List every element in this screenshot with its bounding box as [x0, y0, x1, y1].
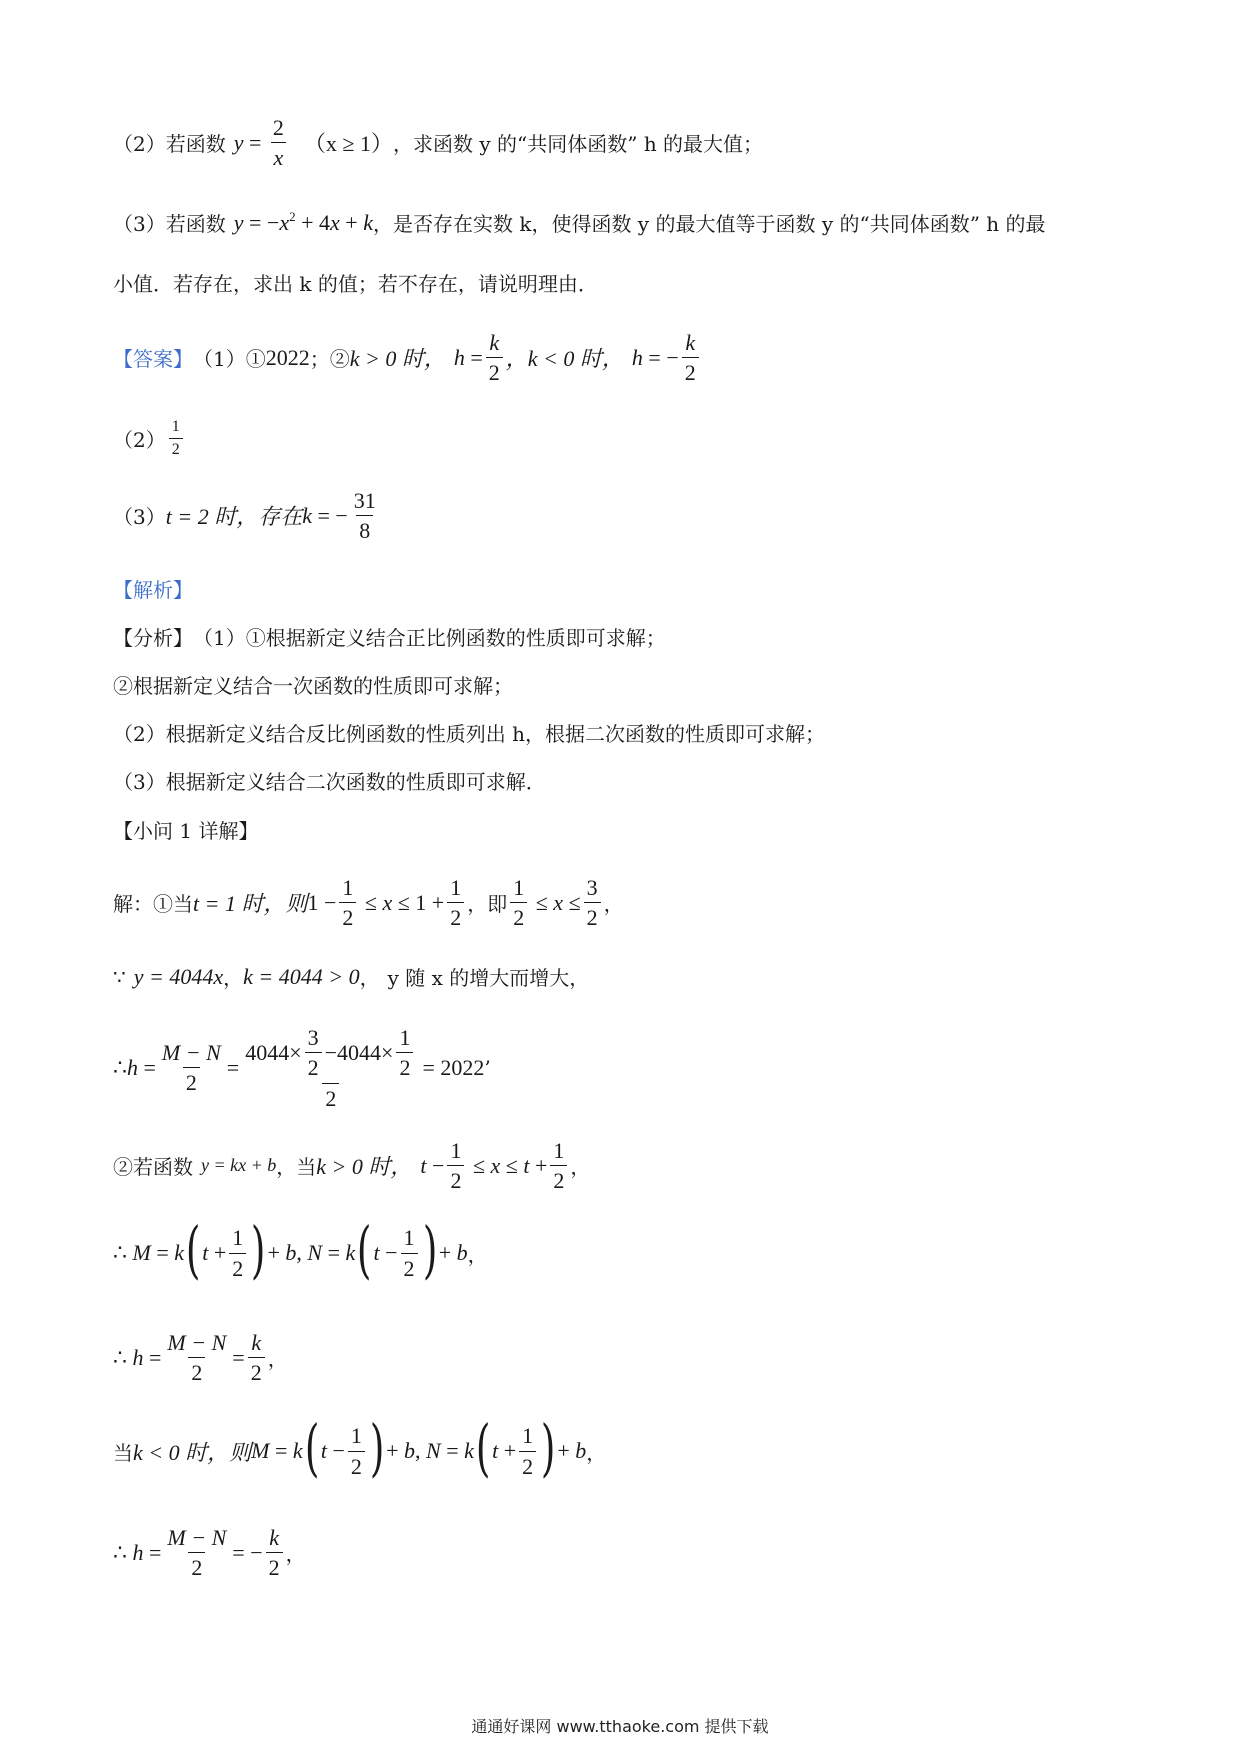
q3-suffix: ，是否存在实数 k，使得函数 y 的最大值等于函数 y 的“共同体函数” h 的最 — [372, 212, 1046, 236]
fenxi-line-4: （3）根据新定义结合二次函数的性质即可求解． — [113, 770, 546, 794]
fraction-k-over-2: $\frac{k}{2}$ — [486, 330, 503, 386]
solution-line-8: ∴ h = $\frac{M - N}{2}$ = − $\frac{k}{2}$ ， — [113, 1525, 306, 1581]
answer-line-1: 【答案】 （1）① 2022 ；② k > 0 时， h = $\frac{k}{2}$ ，k < 0 时， h = − $\frac{k}{2}$ — [113, 330, 702, 386]
fraction-one-half: $\frac{1}{2}$ — [169, 418, 183, 460]
solution-line-4: ②若函数 y = kx + b ，当 k > 0 时， t − $\frac{1}{2}$ ≤ x ≤ t + $\frac{1}{2}$ ， — [113, 1138, 591, 1194]
fenxi-line-1: 【分析】 （1）①根据新定义结合正比例函数的性质即可求解； — [113, 626, 666, 650]
question-3 — [113, 208, 1046, 237]
fenxi-line-2: ②根据新定义结合一次函数的性质即可求解； — [113, 674, 513, 698]
q2-condition: （x ≥ 1） — [303, 131, 393, 157]
solution-line-3: ∴ h = $\frac{M - N}{2}$ = 4044× $\frac{3}{2}$ −4044× $\frac{1}{2}$ 2 = 2022 ’ — [113, 1025, 491, 1111]
solution-line-6: ∴ h = $\frac{M - N}{2}$ = $\frac{k}{2}$ ， — [113, 1330, 288, 1386]
analysis-label: 【解析】 — [113, 578, 193, 602]
answer-line-3: （3） t = 2 时，存在 k = − $\frac{31}{8}$ — [113, 488, 382, 544]
answer-line-2: （2） $\frac{1}{2}$ — [113, 418, 186, 460]
fenxi-line-3: （2）根据新定义结合反比例函数的性质列出 h，根据二次函数的性质即可求解； — [113, 722, 825, 746]
fraction-2-over-x: $\frac{2}{x}$ — [270, 115, 287, 171]
page-footer: 通通好课网 www.tthaoke.com 提供下载 — [471, 1717, 769, 1736]
q3-function: $y = -x^2 + 4x + k$ — [233, 208, 373, 235]
fraction-31-over-8: $\frac{31}{8}$ — [353, 488, 376, 544]
solution-line-5: ∴ M = k ( t + $\frac{1}{2}$ ) + b, N = k ( t − $\frac{1}{2}$ ) + b ， — [113, 1213, 488, 1286]
solution-line-1: 解：①当 t = 1 时，则 1 − $\frac{1}{2}$ ≤ x ≤ 1 + $\frac{1}{2}$ ，即 $\frac{1}{2}$ ≤ x ≤ $\frac{3}{2}$ ， — [113, 875, 624, 931]
answer-label: 【答案】 — [113, 347, 193, 372]
q3-prefix: （3）若函数 — [113, 212, 226, 236]
q2-prefix: （2）若函数 — [113, 132, 226, 157]
q2-suffix: ，求函数 y 的“共同体函数” h 的最大值； — [393, 132, 764, 157]
fraction-neg-k-over-2: $\frac{k}{2}$ — [682, 330, 699, 386]
question-2: （2）若函数 y = $\frac{2}{x}$ （x ≥ 1） ，求函数 y 的“共同体函数” h 的最大值； — [113, 115, 764, 171]
solution-line-7: 当 k < 0 时，则 M = k ( t − $\frac{1}{2}$ ) + b, N = k ( t + $\frac{1}{2}$ ) + b ， — [113, 1411, 607, 1484]
question-3-line2: 小值．若存在，求出 k 的值；若不存在，请说明理由． — [113, 272, 598, 296]
big-fraction: 4044× $\frac{3}{2}$ −4044× $\frac{1}{2}$ 2 — [242, 1025, 419, 1111]
solution-line-2: ∵ y = 4044x ， k = 4044 > 0 ， y 随 x 的增大而增大， — [113, 963, 590, 990]
detail-label: 【小问 1 详解】 — [113, 819, 259, 843]
